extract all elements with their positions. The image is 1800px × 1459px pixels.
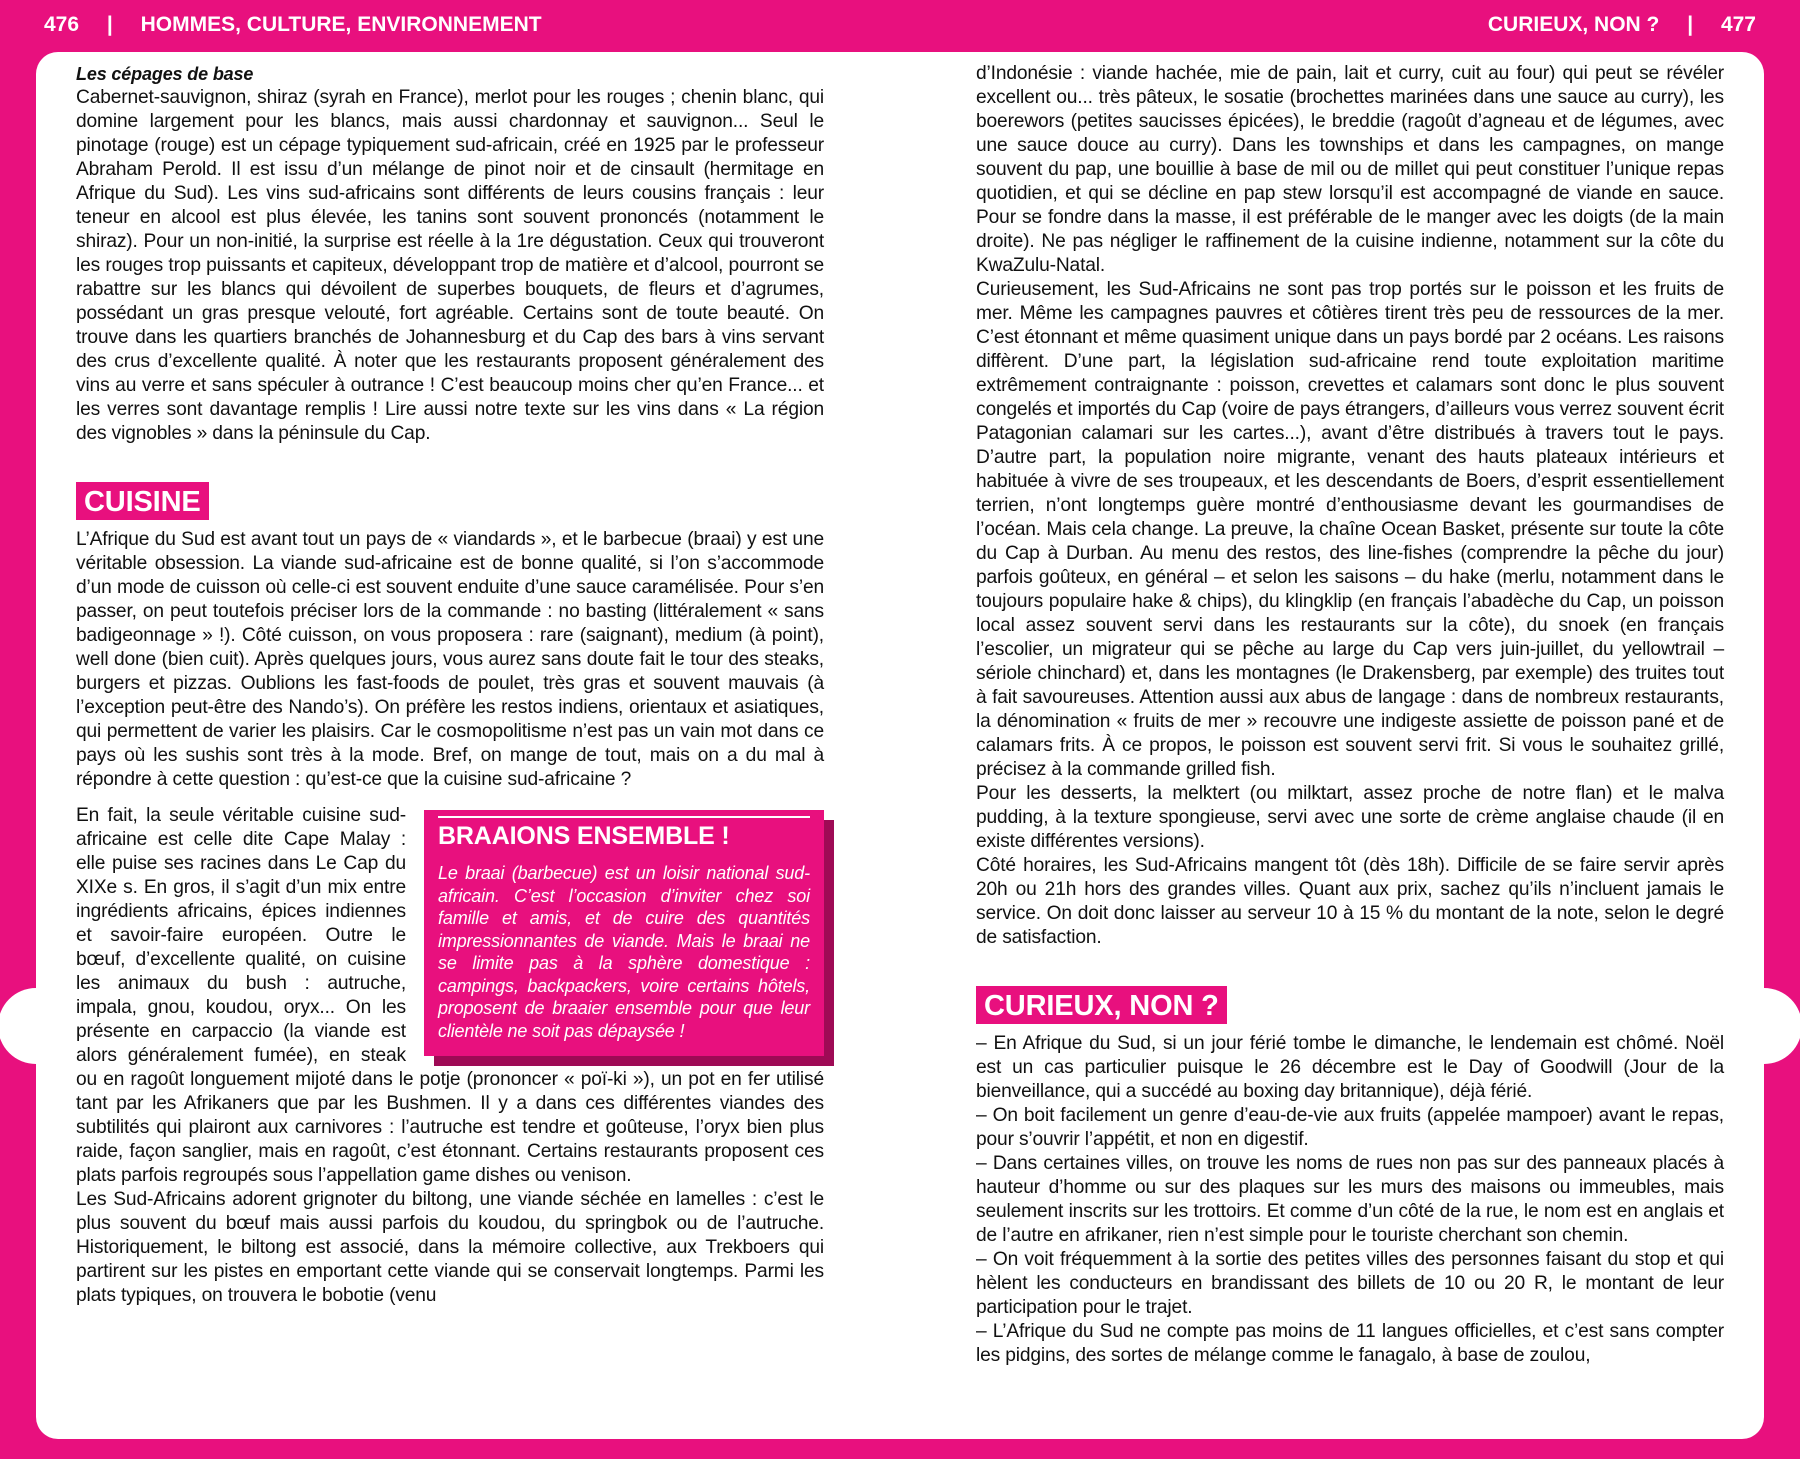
header-separator: | <box>1687 13 1694 36</box>
sidebar-box <box>424 810 824 1056</box>
left-section-title: HOMMES, CULTURE, ENVIRONNEMENT <box>140 13 542 36</box>
sidebar-title: BRAAIONS ENSEMBLE ! <box>438 816 810 852</box>
right-page-column <box>976 62 1724 1368</box>
left-page-number: 476 <box>44 13 80 36</box>
right-page-number: 477 <box>1720 13 1756 36</box>
header-separator: | <box>106 13 113 36</box>
paragraph-cepages: Cabernet-sauvignon, shiraz (syrah en France), merlot pour les rouges ; chenin blanc, qui domine largement pour les blancs, mais aussi chardonnay et sauvignon... Seul le pinotage (rouge) est un cépage typiquement sud-africain, créé en 1925 par le professeur Abraham Perold. Il est issu d’un mélange de pinot noir et de cinsault (hermitage en Afrique du Sud). Les vins sud-africains sont différents de leurs cousins français : leur teneur en alcool est plus élevée, les tanins sont souvent prononcés (notamment le shiraz). Pour un non-initié, la surprise est réelle à la 1re dégustation. Ceux qui trouveront les rouges trop puissants et capiteux, développant trop de matière et d’alcool, pourront se rabattre sur les blancs qui dévoilent de superbes bouquets, de fleurs et d’agrumes, possédant un gras presque velouté, fort agréable. Certains sont de toute beauté. On trouve dans les quartiers branchés de Johannesburg et du Cap des bars à vins servant des crus d’excellente qualité. À noter que les restaurants proposent généralement des vins au verre et sans spéculer à outrance ! C’est beaucoup moins cher qu’en France... et les verres sont davantage remplis ! Lire aussi notre texte sur les vins dans « La région des vignobles » dans la péninsule du Cap. <box>76 87 824 444</box>
paragraph-plats-typiques: d’Indonésie : viande hachée, mie de pain, lait et curry, cuit au four) qui peut se révéler excellent ou... très pâteux, le sosatie (brochettes marinées dans une sauce au curry), les boerewors (petites saucisses épicées), le breddie (ragoût d’agneau et de légumes, avec une sauce douce au curry). Dans les townships et dans les campagnes, on mange souvent du pap, une bouillie à base de mil ou de millet qui peut constituer l’unique repas quotidien, et qui se décline en pap stew lorsqu’il est accompagné de viande en sauce. Pour se fondre dans la masse, il est préférable de le manger avec les doigts (de la main droite). Ne pas négliger le raffinement de la cuisine indienne, notamment sur la côte du KwaZulu-Natal. <box>976 63 1724 276</box>
paragraph-poisson: Curieusement, les Sud-Africains ne sont pas trop portés sur le poisson et les fruits de mer. Même les campagnes pauvres et côtières tirent très peu de ressources de la mer. C’est étonnant et même quasiment unique dans un pays bordé par 2 océans. Les raisons diffèrent. D’une part, la législation sud-africaine rend toute exploitation maritime extrêmement contraignante : poisson, crevettes et calamars sont donc le plus souvent congelés et importés du Cap (voire de pays étrangers, d’ailleurs vous verrez souvent écrit Patagonian calamari sur les cartes...), avant d’être distribués à travers tout le pays. D’autre part, la population noire migrante, venant des hauts plateaux intérieurs et habituée à vivre de ses troupeaux, et les descendants de Boers, d’esprit essentiellement terrien, n’ont longtemps guère montré d’enthousiasme devant les gourmandises de l’océan. Mais cela change. La preuve, la chaîne Ocean Basket, présente sur toute la côte du Cap à Durban. Au menu des restos, des line-fishes (comprendre la pêche du jour) parfois goûteux, en général – et selon les saisons – du hake (merlu, notamment dans le toujours populaire hake & chips), du klingklip (en français l’abadèche du Cap, un poisson local assez souvent servi dans les restaurants sur la côte), du snoek (en français l’escolier, un migrateur qui se pêche au large du Cap vers juin-juillet, du yellowtrail – sériole chinchard) et, dans les montagnes (le Drakensberg, par exemple) des truites tout à fait savoureuses. Attention aussi aux abus de langage : dans de nombreux restaurants, la dénomination « fruits de mer » recouvre une indigeste assiette de poisson pané et de calamars frits. À ce propos, le poisson est souvent servi frit. Si vous le souhaitez grillé, précisez à la commande grilled fish. <box>976 279 1724 780</box>
paragraph-cape-malay: En fait, la seule véritable cuisine sud-africaine est celle dite Cape Malay : elle puise ses racines dans Le Cap du XIXe s. En gros, il s’agit d’un mix entre ingrédients africains, épices indiennes et savoir-faire européen. Outre le bœuf, d’excellente qualité, on cuisine les animaux du bush : autruche, impala, gnou, koudou, oryx... On les présente en carpaccio (la viande est alors généralement fumée), en steak ou en ragoût longuement mijoté dans le potje (prononcer « poï-ki »), un pot en fer utilisé tant par les Afrikaners que par les Bushmen. Il y a dans ces différentes viandes des subtilités qui plairont aux carnivores : l’autruche est tendre et goûteuse, l’oryx bien plus raide, façon sanglier, mais en ragoût, c’est étonnant. Certains restaurants proposent ces plats parfois regroupés sous l’appellation game dishes ou venison. <box>76 805 824 1186</box>
left-page-column <box>76 62 824 1308</box>
right-thumb-notch <box>1726 988 1800 1064</box>
section-title-curieux: CURIEUX, NON ? <box>976 986 1227 1024</box>
sidebar-text: Le braai (barbecue) est un loisir national sud-africain. C’est l’occasion d’inviter chez soi famille et amis, et de cuire des quantités impressionnantes de viande. Mais le braai ne se limite pas à la sphère domestique : campings, backpackers, voire certains hôtels, proposent de braaier ensemble pour que leur clientèle ne soit pas dépaysée ! <box>438 863 810 1041</box>
list-item: – On boit facilement un genre d’eau-de-vie aux fruits (appelée mampoer) avant le repas, pour s’ouvrir l’appétit, et non en digestif. <box>976 1105 1724 1150</box>
subheading-cepages: Les cépages de base <box>76 64 254 84</box>
paragraph-desserts: Pour les desserts, la melktert (ou milktart, assez proche de notre flan) et le malva pudding, à la texture spongieuse, servi avec une sorte de crème anglaise chaude (il en existe différentes versions). <box>976 783 1724 852</box>
section-title-cuisine: CUISINE <box>76 482 209 520</box>
page-header <box>0 0 1800 52</box>
book-spread <box>36 52 1764 1439</box>
paragraph-biltong: Les Sud-Africains adorent grignoter du biltong, une viande séchée en lamelles : c’est le plus souvent du bœuf mais aussi parfois du koudou, du springbok ou de l’autruche. Historiquement, le biltong est associé, dans la mémoire collective, aux Trekboers qui partirent sur les pistes en emportant cette viande qui se conservait longtemps. Parmi les plats typiques, on trouvera le bobotie (venu <box>76 1189 824 1306</box>
right-running-head <box>1488 13 1756 37</box>
paragraph-cuisine-intro: L’Afrique du Sud est avant tout un pays de « viandards », et le barbecue (braai) y est une véritable obsession. La viande sud-africaine est de bonne qualité, si l’on s’accommode d’un mode de cuisson où celle-ci est souvent enduite d’une sauce caramélisée. Pour s’en passer, on peut toutefois préciser lors de la commande : no basting (littéralement « sans badigeonnage » !). Côté cuisson, on vous proposera : rare (saignant), medium (à point), well done (bien cuit). Après quelques jours, vous aurez sans doute fait le tour des steaks, burgers et pizzas. Oublions les fast-foods de poulet, très gras et souvent mauvais (à l’exception peut-être des Nando’s). On préfère les restos indiens, orientaux et asiatiques, qui permettent de varier les plaisirs. Car le cosmopolitisme n’est pas un vain mot dans ce pays où les sushis sont très à la mode. Bref, on mange de tout, mais on a du mal à répondre à cette question : qu’est-ce que la cuisine sud-africaine ? <box>76 529 824 790</box>
list-item: – On voit fréquemment à la sortie des petites villes des personnes faisant du stop et qui hèlent les conducteurs en brandissant des billets de 10 ou 20 R, le montant de leur participation pour le trajet. <box>976 1249 1724 1318</box>
left-thumb-notch <box>0 988 74 1064</box>
right-section-title: CURIEUX, NON ? <box>1487 13 1660 36</box>
left-running-head <box>44 13 542 37</box>
list-item: – Dans certaines villes, on trouve les noms de rues non pas sur des panneaux placés à hauteur d’homme ou sur des plaques sur les murs des maisons ou immeubles, mais seulement inscrits sur les trottoirs. Et comme d’un côté de la rue, le nom est en anglais et de l’autre en afrikaner, rien n’est simple pour le touriste cherchant son chemin. <box>976 1153 1724 1246</box>
sidebar-braai <box>424 810 824 1056</box>
list-item: – L’Afrique du Sud ne compte pas moins de 11 langues officielles, et c’est sans compter les pidgins, des sortes de mélange comme le fanagalo, à base de zoulou, <box>976 1321 1724 1366</box>
paragraph-horaires: Côté horaires, les Sud-Africains mangent tôt (dès 18h). Difficile de se faire servir après 20h ou 21h hors des grandes villes. Quant aux prix, sachez qu’ils n’incluent jamais le service. On doit donc laisser au serveur 10 à 15 % du montant de la note, selon le degré de satisfaction. <box>976 855 1724 948</box>
list-item: – En Afrique du Sud, si un jour férié tombe le dimanche, le lendemain est chômé. Noël est un cas particulier puisque le 26 décembre est le Day of Goodwill (Jour de la bienveillance, qui a succédé au boxing day britannique), déjà férié. <box>976 1033 1724 1102</box>
